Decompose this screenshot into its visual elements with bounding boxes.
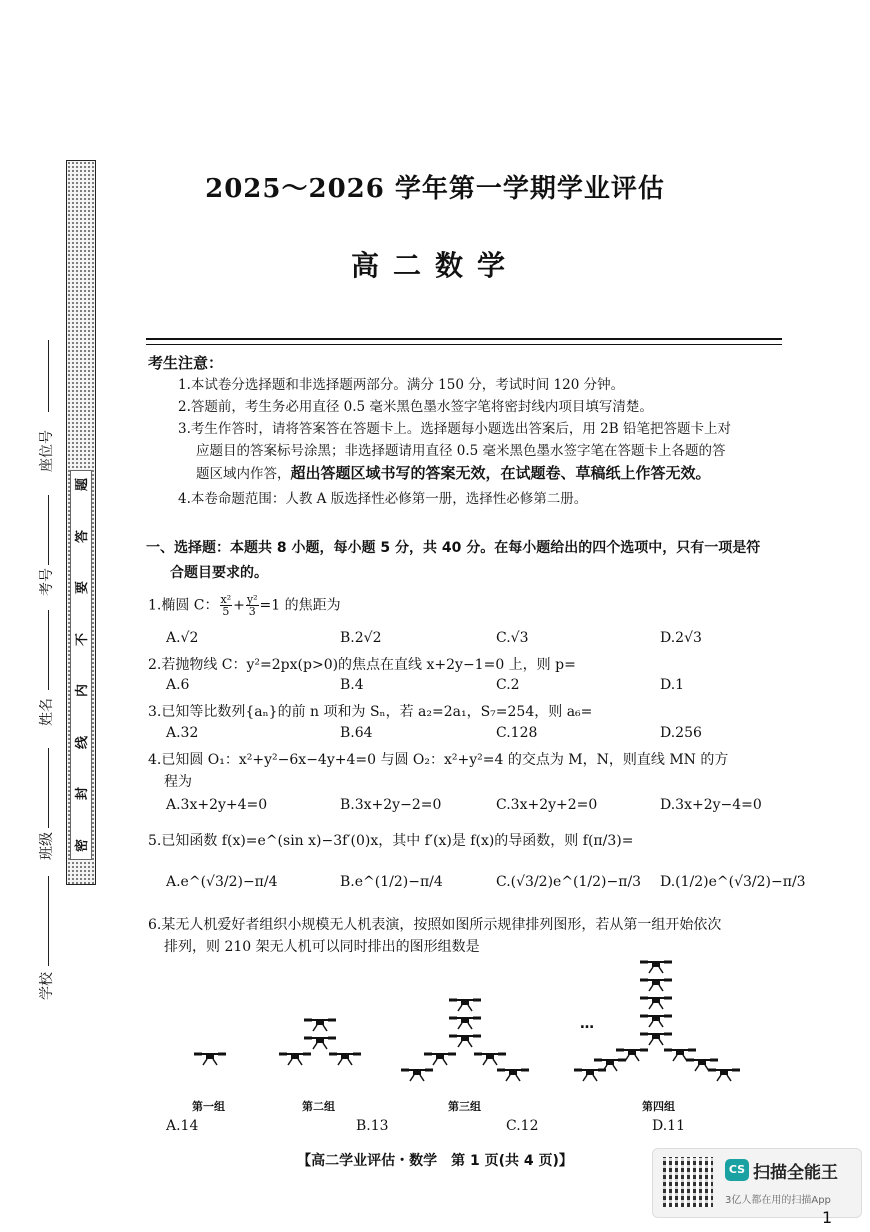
question-5: 5.已知函数 f(x)=e^(sin x)−3f′(0)x，其中 f′(x)是 f(x)的导函数，则 f(π/3)= [148, 833, 634, 849]
notice-item: 4.本卷命题范围：人教 A 版选择性必修第一册，选择性必修第二册。 [178, 491, 588, 507]
seal-char: 不 [75, 632, 91, 646]
question-stem: 程为 [164, 774, 192, 790]
seal-char: 线 [75, 735, 91, 749]
name-fill-line[interactable] [48, 610, 49, 690]
option-b[interactable]: B.13 [356, 1118, 389, 1134]
option-d[interactable]: D.11 [652, 1118, 685, 1134]
question-stem: 1.椭圆 C： [148, 597, 219, 614]
page-number: 1 [822, 1208, 833, 1227]
question-1-options [166, 630, 796, 652]
question-3-options [166, 725, 796, 747]
seal-char: 要 [75, 581, 91, 595]
drone-icon [574, 1069, 606, 1081]
option-a[interactable]: A.32 [166, 725, 199, 741]
notice-heading: 考生注意： [148, 354, 224, 372]
class-label: 班级 [39, 832, 55, 860]
seal-char: 封 [75, 787, 91, 801]
option-d[interactable]: D.(1/2)e^(√3/2)−π/3 [660, 874, 806, 890]
option-c[interactable]: C.3x+2y+2=0 [496, 797, 598, 813]
seal-char: 题 [75, 477, 91, 492]
exam-title: 2025～2026 学年第一学期学业评估 [205, 174, 665, 204]
divider [146, 338, 782, 340]
seat-fill-line[interactable] [48, 340, 49, 412]
notice-text: 题区域内作答， [196, 466, 291, 482]
drone-icon [449, 1035, 481, 1047]
notice-item [196, 462, 806, 485]
seal-char: 答 [75, 529, 91, 543]
drone-icon [401, 1069, 433, 1081]
option-d[interactable]: D.256 [660, 725, 702, 741]
notice-item: 1.本试卷分选择题和非选择题两部分。满分 150 分，考试时间 120 分钟。 [178, 377, 625, 393]
group-label: 第四组 [642, 1100, 675, 1113]
option-c[interactable]: C.2 [496, 677, 520, 693]
page-footer: 【高二学业评估・数学 第 1 页(共 4 页)】 [297, 1153, 573, 1169]
drone-icon [424, 1053, 456, 1065]
drone-icon [640, 961, 672, 973]
drone-icon [497, 1069, 529, 1081]
question-stem: 排列，则 210 架无人机可以同时排出的图形组数是 [164, 939, 480, 955]
drone-icon [449, 999, 481, 1011]
option-d[interactable]: D.2√3 [660, 630, 702, 646]
question-5-options [166, 874, 806, 896]
drone-icon [474, 1053, 506, 1065]
scanner-app-name: 扫描全能王 [753, 1163, 838, 1183]
seal-char: 内 [75, 684, 91, 698]
question-stem: 6.某无人机爱好者组织小规模无人机表演，按照如图所示规律排列图形，若从第一组开始依次 [148, 917, 722, 933]
option-c[interactable]: C.√3 [496, 630, 529, 646]
drone-icon [640, 1015, 672, 1027]
option-d[interactable]: D.3x+2y−4=0 [660, 797, 762, 813]
drone-icon [279, 1053, 311, 1065]
drone-icon [304, 1037, 336, 1049]
camscanner-logo-icon: CS [725, 1159, 749, 1181]
section-heading-line: 合题目要求的。 [170, 565, 268, 581]
seat-number-label: 座位号 [39, 430, 55, 472]
drone-icon [640, 997, 672, 1009]
option-a[interactable]: A.6 [166, 677, 190, 693]
question-4 [148, 749, 798, 793]
question-6-options [166, 1118, 796, 1140]
drone-icon [304, 1019, 336, 1031]
question-1: 1.椭圆 C： $\frac{\text{x²}}{5}$ + $\frac{\text{y²}}{3}$ =1 的焦距为 [148, 593, 341, 618]
notice-item: 3.考生作答时，请将答案答在答题卡上。选择题每小题选出答案后，用 2B 铅笔把答题卡上对 [178, 421, 731, 437]
question-3: 3.已知等比数列{aₙ}的前 n 项和为 Sₙ，若 a₂=2a₁，S₇=254，则 a₆= [148, 704, 593, 720]
option-c[interactable]: C.(√3/2)e^(1/2)−π/3 [496, 874, 642, 890]
scanner-slogan: 3亿人都在用的扫描App [725, 1195, 831, 1206]
question-4-options [166, 797, 796, 819]
option-b[interactable]: B.3x+2y−2=0 [340, 797, 442, 813]
drone-icon [708, 1069, 740, 1081]
divider [146, 344, 782, 345]
drone-figure [180, 952, 800, 1112]
exam-number-fill-line[interactable] [48, 495, 49, 565]
option-b[interactable]: B.e^(1/2)−π/4 [340, 874, 443, 890]
exam-number-label: 考号 [39, 568, 55, 596]
notice-item: 2.答题前，考生务必用直径 0.5 毫米黑色墨水签字笔将密封线内项目填写清楚。 [178, 399, 653, 415]
drone-icon [640, 979, 672, 991]
class-fill-line[interactable] [48, 748, 49, 828]
drone-icon [640, 1033, 672, 1045]
option-d[interactable]: D.1 [660, 677, 685, 693]
qr-code-pattern [663, 1157, 713, 1207]
fraction: $\frac{\text{x²}}{5}$ [220, 593, 232, 618]
option-c[interactable]: C.128 [496, 725, 538, 741]
option-b[interactable]: B.64 [340, 725, 373, 741]
name-label: 姓名 [39, 698, 55, 726]
group-label: 第一组 [192, 1100, 225, 1113]
option-a[interactable]: A.3x+2y+4=0 [166, 797, 268, 813]
school-label: 学校 [39, 972, 55, 1000]
ellipsis: … [580, 1016, 594, 1032]
notice-item: 应题目的答案标号涂黑；非选择题请用直径 0.5 毫米黑色墨水签字笔在答题卡上各题的答 [196, 443, 726, 459]
section-heading-line: 一、选择题：本题共 8 小题，每小题 5 分，共 40 分。在每小题给出的四个选项中，只有一项是符 [146, 540, 761, 556]
group-label: 第二组 [302, 1100, 335, 1113]
seal-line-text [70, 470, 92, 860]
drone-icon [449, 1017, 481, 1029]
group-label: 第三组 [448, 1100, 481, 1113]
fraction: $\frac{\text{y²}}{3}$ [246, 593, 258, 618]
option-a[interactable]: A.√2 [166, 630, 199, 646]
drone-icon [329, 1053, 361, 1065]
option-a[interactable]: A.e^(√3/2)−π/4 [166, 874, 278, 890]
option-b[interactable]: B.2√2 [340, 630, 382, 646]
seal-char: 密 [75, 838, 91, 852]
question-2-options [166, 677, 796, 699]
option-c[interactable]: C.12 [506, 1118, 539, 1134]
question-stem: =1 的焦距为 [259, 597, 341, 614]
exam-subject: 高二数学 [350, 249, 519, 282]
option-a[interactable]: A.14 [166, 1118, 199, 1134]
section-heading [146, 536, 796, 586]
option-b[interactable]: B.4 [340, 677, 364, 693]
notice-emphasis: 超出答题区域书写的答案无效，在试题卷、草稿纸上作答无效。 [290, 464, 711, 482]
drone-icon [194, 1053, 226, 1065]
question-2: 2.若抛物线 C：y²=2px(p>0)的焦点在直线 x+2y−1=0 上，则 p= [148, 657, 576, 673]
school-fill-line[interactable] [48, 876, 49, 966]
question-stem: 4.已知圆 O₁：x²+y²−6x−4y+4=0 与圆 O₂：x²+y²=4 的交点为 M，N，则直线 MN 的方 [148, 752, 729, 768]
